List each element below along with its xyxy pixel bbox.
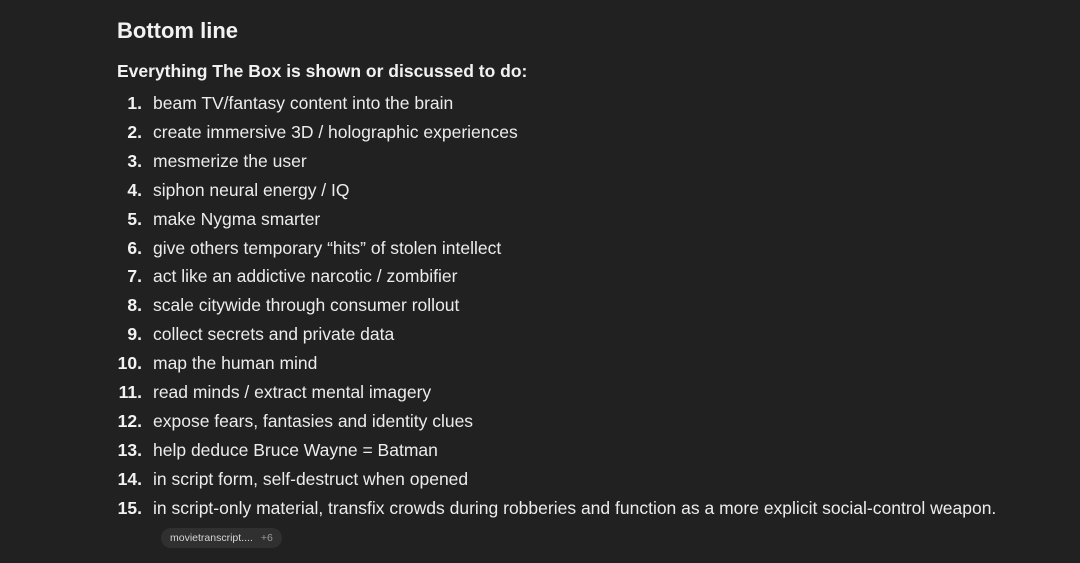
citation-label: movietranscript.... [170,531,253,544]
list-item [117,176,997,205]
intro-text: Everything The Box is shown or discussed to do: [117,61,528,81]
list-item [117,291,997,320]
item-number: 5. [127,208,142,229]
item-text: help deduce Bruce Wayne = Batman [153,439,438,460]
list-item [117,465,997,494]
item-number: 14. [117,468,142,489]
item-text: map the human mind [153,353,318,374]
list-item [117,320,997,349]
list-item [117,494,997,552]
item-number: 15. [117,497,142,518]
list-item [117,407,997,436]
item-text: beam TV/fantasy content into the brain [153,93,454,113]
list-item [117,378,997,407]
item-number: 9. [127,324,142,345]
item-text: make Nygma smarter [153,208,321,229]
item-text: siphon neural energy / IQ [153,179,350,200]
section-heading: Bottom line [117,18,238,43]
item-number: 12. [117,410,142,431]
item-text: scale citywide through consumer rollout [153,295,460,316]
item-text: act like an addictive narcotic / zombifier [153,266,458,287]
capability-list [117,89,997,552]
item-number: 3. [127,150,142,171]
citation-count: +6 [260,531,273,544]
list-item [117,89,997,118]
list-item [117,262,997,291]
item-number: 11. [118,382,142,403]
item-number: 8. [127,295,142,316]
item-number: 10. [117,353,142,374]
item-text: mesmerize the user [153,150,307,171]
citation-chip[interactable] [161,528,282,548]
list-item [117,234,997,263]
item-number: 4. [127,179,142,200]
item-text: read minds / extract mental imagery [153,382,432,403]
list-item [117,118,997,147]
list-item [117,205,997,234]
item-text: create immersive 3D / holographic experiences [153,121,518,142]
item-number: 6. [127,237,142,258]
item-number: 2. [127,121,142,142]
list-item [117,147,997,176]
item-text: in script form, self-destruct when opened [153,468,469,489]
item-text: collect secrets and private data [153,324,395,345]
item-text: give others temporary “hits” of stolen intellect [153,237,502,258]
item-number: 7. [127,266,142,287]
item-number: 13. [117,439,142,460]
item-text: expose fears, fantasies and identity clues [153,410,474,431]
item-text: in script-only material, transfix crowds during robberies and function as a more explicit social-control weapon. [153,497,997,518]
list-item [117,349,997,378]
list-item [117,436,997,465]
item-number: 1. [127,93,142,113]
